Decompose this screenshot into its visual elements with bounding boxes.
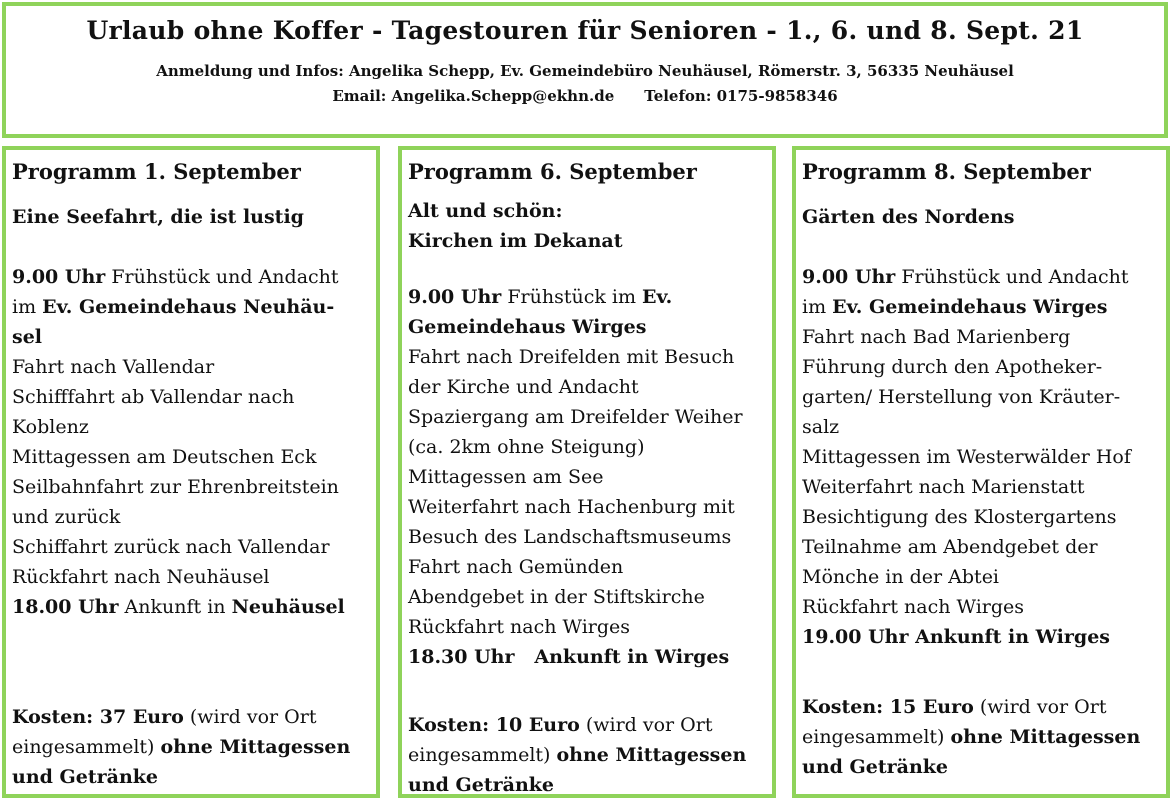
program-subtitle: Gärten des Nordens bbox=[802, 206, 1015, 228]
program-column-1 bbox=[2, 146, 380, 798]
contact-line bbox=[6, 84, 1164, 109]
program-line: Spaziergang am Dreifelder Weiher bbox=[408, 406, 743, 428]
program-line: 9.00 Uhr Frühstück im Ev. bbox=[408, 286, 673, 308]
program-line: 9.00 Uhr Frühstück und Andacht bbox=[12, 266, 339, 288]
program-line: (ca. 2km ohne Steigung) bbox=[408, 436, 645, 458]
contact-info: Anmeldung und Infos: Angelika Schepp, Ev. Gemeindebüro Neuhäusel, Römerstr. 3, 56335 Neuhäusel bbox=[156, 62, 1014, 80]
arrival-line: 18.30 Uhr Ankunft in Wirges bbox=[408, 646, 730, 668]
program-line: im Ev. Gemeindehaus Wirges bbox=[802, 296, 1108, 318]
program-line: Schiffahrt zurück nach Vallendar bbox=[12, 536, 330, 558]
program-line: im Ev. Gemeindehaus Neuhäu- bbox=[12, 296, 335, 318]
header-box bbox=[2, 2, 1168, 138]
program-line: Mittagessen im Westerwälder Hof bbox=[802, 446, 1131, 468]
arrival-line: 18.00 Uhr Ankunft in Neuhäusel bbox=[12, 596, 345, 618]
program-title: Programm 6. September bbox=[408, 159, 697, 184]
program-line: salz bbox=[802, 416, 840, 438]
program-line: Koblenz bbox=[12, 416, 89, 438]
page-title: Urlaub ohne Koffer - Tagestouren für Senioren - 1., 6. und 8. Sept. 21 bbox=[86, 16, 1084, 45]
program-line: der Kirche und Andacht bbox=[408, 376, 639, 398]
program-line: Abendgebet in der Stiftskirche bbox=[408, 586, 705, 608]
program-line: Besichtigung des Klostergartens bbox=[802, 506, 1117, 528]
program-subtitle: Eine Seefahrt, die ist lustig bbox=[12, 206, 304, 228]
program-line: Seilbahnfahrt zur Ehrenbreitstein bbox=[12, 476, 339, 498]
program-line: 9.00 Uhr Frühstück und Andacht bbox=[802, 266, 1129, 288]
arrival-line: 19.00 Uhr Ankunft in Wirges bbox=[802, 626, 1110, 648]
program-subtitle-2: Kirchen im Dekanat bbox=[408, 230, 623, 252]
cost-info: Kosten: 37 Euro (wird vor Ort eingesammelt) ohne Mittagessen und Getränke bbox=[12, 706, 351, 788]
program-column-3 bbox=[792, 146, 1170, 798]
program-subtitle: Alt und schön: bbox=[408, 200, 563, 222]
program-title: Programm 1. September bbox=[12, 159, 301, 184]
program-line: Teilnahme am Abendgebet der bbox=[802, 536, 1098, 558]
program-line: garten/ Herstellung von Kräuter- bbox=[802, 386, 1121, 408]
program-line: Weiterfahrt nach Hachenburg mit bbox=[408, 496, 735, 518]
phone-text: Telefon: 0175-9858346 bbox=[644, 87, 838, 105]
program-line: Besuch des Landschaftsmuseums bbox=[408, 526, 732, 548]
program-line: sel bbox=[12, 326, 43, 348]
program-line: Rückfahrt nach Wirges bbox=[802, 596, 1025, 618]
program-line: Fahrt nach Bad Marienberg bbox=[802, 326, 1071, 348]
program-line: Fahrt nach Dreifelden mit Besuch bbox=[408, 346, 735, 368]
program-line: Mittagessen am See bbox=[408, 466, 604, 488]
program-line: Gemeindehaus Wirges bbox=[408, 316, 647, 338]
program-line: Weiterfahrt nach Marienstatt bbox=[802, 476, 1085, 498]
program-column-2 bbox=[398, 146, 776, 798]
program-title: Programm 8. September bbox=[802, 159, 1091, 184]
program-line: Schifffahrt ab Vallendar nach bbox=[12, 386, 295, 408]
program-line: Rückfahrt nach Neuhäusel bbox=[12, 566, 270, 588]
cost-info: Kosten: 15 Euro (wird vor Ort eingesammelt) ohne Mittagessen und Getränke bbox=[802, 696, 1141, 778]
program-line: Fahrt nach Vallendar bbox=[12, 356, 215, 378]
program-line: Mönche in der Abtei bbox=[802, 566, 1000, 588]
program-line: Rückfahrt nach Wirges bbox=[408, 616, 631, 638]
program-line: Fahrt nach Gemünden bbox=[408, 556, 624, 578]
cost-info: Kosten: 10 Euro (wird vor Ort eingesammelt) ohne Mittagessen und Getränke bbox=[408, 714, 747, 796]
program-line: und zurück bbox=[12, 506, 121, 528]
program-line: Mittagessen am Deutschen Eck bbox=[12, 446, 317, 468]
email-text: Email: Angelika.Schepp@ekhn.de bbox=[332, 87, 615, 105]
program-line: Führung durch den Apotheker- bbox=[802, 356, 1103, 378]
